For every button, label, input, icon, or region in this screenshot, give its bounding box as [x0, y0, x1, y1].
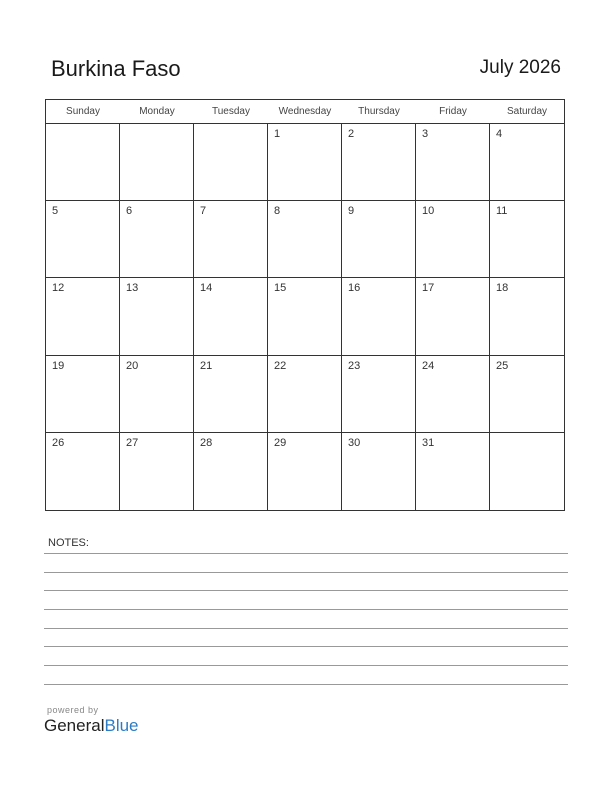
day-cell: [194, 124, 268, 201]
day-cell: [416, 433, 490, 510]
day-number: 23: [348, 359, 361, 372]
day-cell: [342, 201, 416, 278]
day-cell: [268, 278, 342, 355]
day-cell: [268, 433, 342, 510]
day-number: 11: [496, 205, 508, 218]
day-number: 18: [496, 282, 509, 295]
note-line: [44, 628, 568, 629]
day-cell: [46, 201, 120, 278]
day-cell: [490, 433, 564, 510]
day-number: 27: [126, 436, 139, 449]
day-number: 2: [348, 128, 355, 140]
day-cell: [342, 278, 416, 355]
brand-general-text: General: [44, 716, 105, 735]
day-cell: [46, 433, 120, 510]
day-cell: [46, 356, 120, 433]
day-cell: [342, 124, 416, 201]
country-title: Burkina Faso: [51, 56, 181, 81]
day-cell: [268, 356, 342, 433]
note-line: [44, 553, 568, 554]
day-cell: [490, 124, 564, 201]
weekday-thursday: Thursday: [358, 106, 400, 117]
note-line: [44, 609, 568, 610]
day-number: 21: [200, 359, 213, 372]
weekday-friday: Friday: [439, 106, 467, 117]
day-cell: [46, 278, 120, 355]
day-cell: [342, 356, 416, 433]
day-number: 22: [274, 359, 287, 372]
weekday-monday: Monday: [139, 106, 175, 117]
day-number: 20: [126, 359, 139, 372]
day-cell: [416, 356, 490, 433]
day-cell: [490, 201, 564, 278]
day-cell: [416, 201, 490, 278]
days-grid: [46, 124, 564, 510]
day-number: 3: [422, 128, 429, 140]
day-number: 30: [348, 436, 361, 449]
calendar-grid: [45, 99, 565, 511]
day-number: 17: [422, 282, 435, 295]
day-cell: [194, 433, 268, 510]
day-cell: [120, 201, 194, 278]
brand-blue-text: Blue: [104, 716, 139, 735]
day-cell: [46, 124, 120, 201]
day-number: 24: [422, 359, 435, 372]
day-number: 12: [52, 282, 65, 295]
day-number: 10: [422, 205, 435, 218]
weekday-tuesday: Tuesday: [212, 106, 250, 117]
day-cell: [416, 124, 490, 201]
powered-by-text: powered by: [47, 705, 99, 715]
day-cell: [194, 201, 268, 278]
day-number: 31: [422, 436, 435, 449]
day-cell: [194, 278, 268, 355]
weekday-sunday: Sunday: [66, 106, 100, 117]
note-line: [44, 646, 568, 647]
day-cell: [342, 433, 416, 510]
day-number: 8: [274, 205, 281, 218]
day-number: 15: [274, 282, 287, 295]
day-cell: [416, 278, 490, 355]
day-number: 26: [52, 436, 65, 449]
weekday-header: [46, 100, 564, 124]
day-number: 4: [496, 128, 503, 140]
day-cell: [194, 356, 268, 433]
day-number: 19: [52, 359, 65, 372]
day-cell: [268, 201, 342, 278]
day-cell: [490, 356, 564, 433]
day-number: 29: [274, 436, 287, 449]
note-line: [44, 684, 568, 685]
day-number: 16: [348, 282, 361, 295]
day-cell: [120, 433, 194, 510]
day-cell: [268, 124, 342, 201]
note-line: [44, 665, 568, 666]
day-number: 28: [200, 436, 213, 449]
day-cell: [120, 278, 194, 355]
notes-label: NOTES:: [48, 537, 89, 549]
day-number: 6: [126, 205, 133, 218]
day-number: 14: [200, 282, 213, 295]
day-number: 13: [126, 282, 139, 295]
generalblue-logo: [44, 716, 139, 736]
day-cell: [120, 356, 194, 433]
day-number: 9: [348, 205, 355, 218]
weekday-wednesday: Wednesday: [278, 106, 332, 117]
day-cell: [490, 278, 564, 355]
note-line: [44, 590, 568, 591]
day-number: 1: [274, 128, 281, 140]
day-number: 7: [200, 205, 207, 218]
day-cell: [120, 124, 194, 201]
day-number: 5: [52, 205, 59, 218]
month-year-title: July 2026: [479, 57, 561, 78]
note-line: [44, 572, 568, 573]
day-number: 25: [496, 359, 509, 372]
weekday-saturday: Saturday: [506, 106, 548, 117]
